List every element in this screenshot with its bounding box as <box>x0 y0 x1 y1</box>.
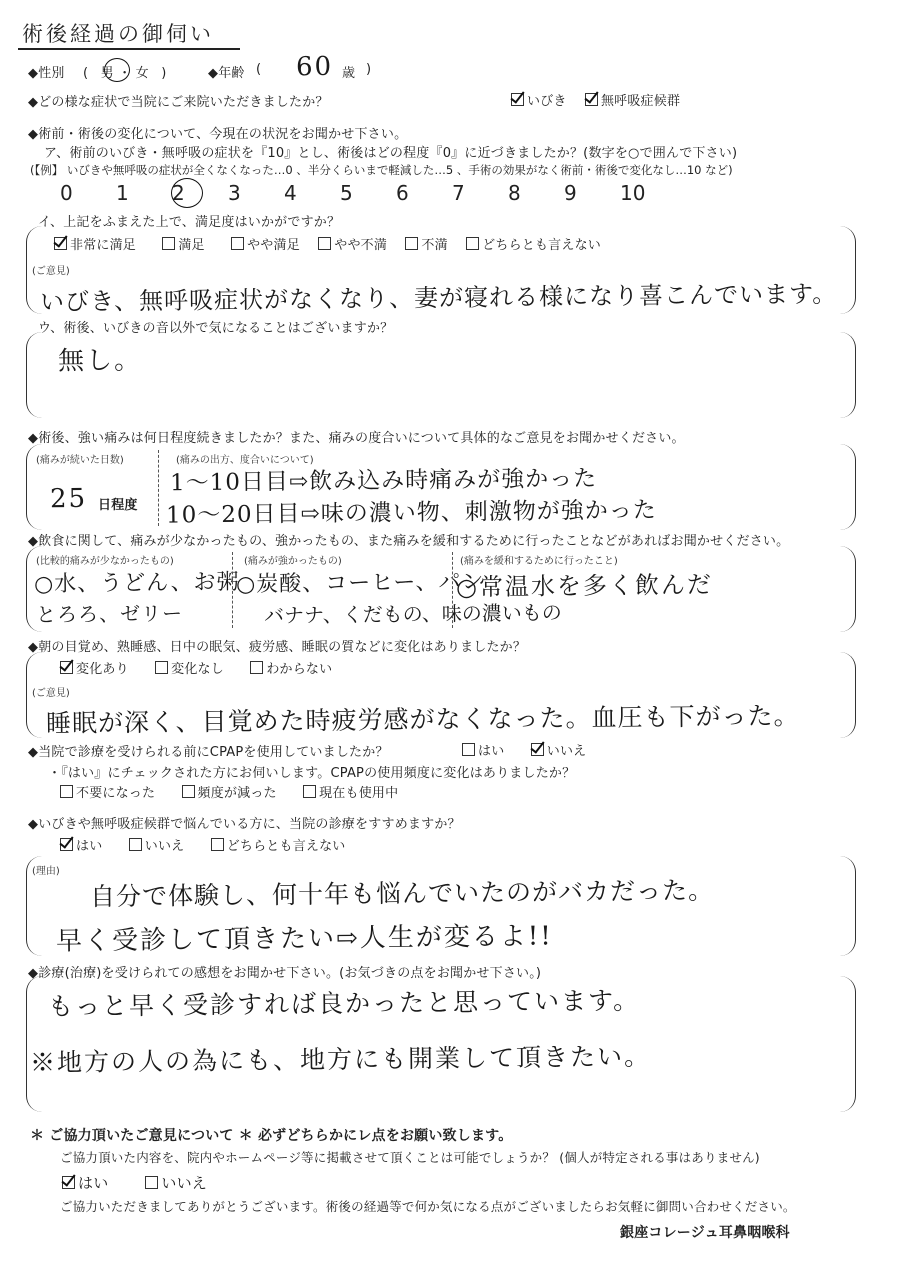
checkbox-icon <box>405 237 418 250</box>
scale-10[interactable]: 10 <box>620 181 646 205</box>
q-change-a-text: ア、術前のいびき・無呼吸の症状を『10』とし、術後はどの程度『0』に近づきましたか？(数字を○で囲んで下さい) <box>44 146 738 161</box>
symptom-options <box>511 90 680 109</box>
pain-divider <box>158 450 159 526</box>
pain-days-unit: 日程度 <box>98 498 138 513</box>
scale-2[interactable]: 2 <box>172 181 185 205</box>
q-change-example: (【例】 いびきや無呼吸の症状が全くなくなった…0 、半分くらいまで軽減した…5 、手術の効果がなく術前・術後で変化なし…10 など) <box>30 163 733 177</box>
satisfaction-option-somewhat-satisfied[interactable]: やや満足 <box>231 238 300 253</box>
q-symptom-text: ◆どの様な症状で当院にご来院いただきましたか？ <box>28 95 329 110</box>
satisfaction-option-neither[interactable]: どちらとも言えない <box>466 238 601 253</box>
q-sleep-text: ◆朝の目覚め、熟睡感、日中の眠気、疲労感、睡眠の質などに変化はありましたか？ <box>28 640 527 655</box>
clinic-name: 銀座コレージュ耳鼻咽喉科 <box>620 1225 790 1241</box>
recommend-options <box>60 835 346 854</box>
food-col1-line1[interactable]: ○水、うどん、お粥 <box>33 569 240 598</box>
satisfaction-opinion-label: (ご意見) <box>32 266 70 277</box>
age-label: ◆年齢 <box>208 66 245 81</box>
checkbox-icon <box>62 1176 75 1189</box>
pain-days-value[interactable]: 25 <box>49 483 88 515</box>
gender-sep: ・ <box>118 66 132 81</box>
food-divider-2 <box>452 552 453 628</box>
page-title: 術後経過の御伺い <box>22 22 214 46</box>
cpap-options <box>462 740 586 759</box>
sleep-opinion-label: (ご意見) <box>32 688 70 699</box>
q-satisfaction-text: イ、上記をふまえた上で、満足度はいかがですか？ <box>38 215 341 230</box>
food-divider-1 <box>232 552 233 628</box>
q-food-text: ◆飲食に関して、痛みが少なかったもの、強かったもの、また痛みを緩和するために行ったことなどがあればお聞かせください。 <box>28 534 790 549</box>
recommend-reason-label: (理由) <box>32 866 60 877</box>
footer-option-yes[interactable]: はい <box>62 1174 108 1192</box>
sleep-option-no-change[interactable]: 変化なし <box>155 662 224 677</box>
food-col2-line1[interactable]: ○炭酸、コーヒー、パン <box>235 569 485 598</box>
pain-degree-label: (痛みの出方、度合いについて) <box>176 455 314 466</box>
gender-male[interactable]: 男 <box>100 66 114 81</box>
food-col1-line2[interactable]: とろろ、ゼリー <box>35 601 184 627</box>
checkbox-icon <box>303 785 316 798</box>
scale-5[interactable]: 5 <box>340 181 353 205</box>
cpap-sub-option-unneeded[interactable]: 不要になった <box>60 786 155 801</box>
checkbox-icon <box>60 838 73 851</box>
scale-9[interactable]: 9 <box>564 181 577 205</box>
checkbox-icon <box>182 785 195 798</box>
recommend-reason-line2[interactable]: 早く受診して頂きたい⇨人生が変るよ!! <box>55 921 553 957</box>
footer-option-no[interactable]: いいえ <box>145 1174 207 1192</box>
scale-4[interactable]: 4 <box>284 181 297 205</box>
recommend-reason-line1[interactable]: 自分で体験し、何十年も悩んでいたのがバカだった。 <box>89 875 715 912</box>
recommend-option-neither[interactable]: どちらとも言えない <box>211 839 346 854</box>
impression-line2[interactable]: ※地方の人の為にも、地方にも開業して頂きたい。 <box>29 1041 652 1078</box>
gender-row: ◆性別 ( 男 ・ 女 ) <box>28 66 167 81</box>
footer-permission-text: ご協力頂いた内容を、院内やホームページ等に掲載させて頂くことは可能でしょうか？ (個人が特定される事はありません) <box>60 1150 760 1165</box>
checkbox-icon <box>585 93 598 106</box>
pain-degree-line2[interactable]: 10〜20日目⇨味の濃い物、刺激物が強かった <box>165 497 657 529</box>
scale-6[interactable]: 6 <box>396 181 409 205</box>
food-col2-label: (痛みが強かったもの) <box>244 556 342 567</box>
pain-degree-line1[interactable]: 1〜10日目⇨飲み込み時痛みが強かった <box>169 465 598 497</box>
sleep-options <box>60 658 332 677</box>
symptom-option-apnea[interactable]: 無呼吸症候群 <box>585 94 680 109</box>
cpap-option-no[interactable]: いいえ <box>531 744 587 759</box>
satisfaction-option-unsatisfied[interactable]: 不満 <box>405 238 447 253</box>
age-value[interactable]: 60 <box>295 51 334 83</box>
scale-0[interactable]: 0 <box>60 181 73 205</box>
symptom-scale <box>60 181 676 205</box>
footer-note-heading: ＊ ご協力頂いたご意見について ＊ 必ずどちらかにレ点をお願い致します。 <box>30 1128 513 1144</box>
satisfaction-options <box>54 234 601 253</box>
cpap-option-yes[interactable]: はい <box>462 744 504 759</box>
scale-selected-circle <box>171 178 203 208</box>
title-underline <box>18 48 240 50</box>
q-impression-text: ◆診療(治療)を受けられての感想をお聞かせ下さい。(お気づきの点をお聞かせ下さい。) <box>28 966 542 981</box>
food-col3-label: (痛みを緩和するために行ったこと) <box>460 556 618 567</box>
gender-female[interactable]: 女 <box>135 66 149 81</box>
impression-line1[interactable]: もっと早く受診すれば良かったと思っています。 <box>47 985 641 1022</box>
cpap-sub-option-still-using[interactable]: 現在も使用中 <box>303 786 398 801</box>
other-answer[interactable]: 無し。 <box>57 345 143 377</box>
food-col3-line1[interactable]: ○常温水を多く飲んだ <box>455 570 714 602</box>
checkbox-icon <box>54 237 67 250</box>
recommend-option-yes[interactable]: はい <box>60 839 102 854</box>
age-unit: 歳 <box>342 66 356 81</box>
checkbox-icon <box>462 743 475 756</box>
checkbox-icon <box>250 661 263 674</box>
q-cpap-text: ◆当院で診療を受けられる前にCPAPを使用していましたか？ <box>28 745 389 760</box>
pain-days-label: (痛みが続いた日数) <box>36 455 124 466</box>
cpap-sub-option-reduced[interactable]: 頻度が減った <box>182 786 277 801</box>
checkbox-icon <box>511 93 524 106</box>
checkbox-icon <box>466 237 479 250</box>
checkbox-icon <box>155 661 168 674</box>
sleep-option-changed[interactable]: 変化あり <box>60 662 129 677</box>
satisfaction-option-somewhat-unsatisfied[interactable]: やや不満 <box>318 238 387 253</box>
food-col2-line2[interactable]: バナナ、くだもの、味の濃いもの <box>263 600 562 628</box>
q-pain-text: ◆術後、強い痛みは何日程度続きましたか？また、痛みの度合いについて具体的なご意見をお聞かせください。 <box>28 431 685 446</box>
gender-circle <box>104 58 130 82</box>
satisfaction-option-satisfied[interactable]: 満足 <box>162 238 204 253</box>
checkbox-icon <box>531 743 544 756</box>
sleep-opinion[interactable]: 睡眠が深く、目覚めた時疲労感がなくなった。血圧も下がった。 <box>45 701 800 738</box>
checkbox-icon <box>231 237 244 250</box>
other-box <box>26 332 856 418</box>
q-change-text: ◆術前・術後の変化について、今現在の状況をお聞かせ下さい。 <box>28 127 408 142</box>
scale-8[interactable]: 8 <box>508 181 521 205</box>
symptom-option-snoring[interactable]: いびき <box>511 94 567 109</box>
satisfaction-opinion[interactable]: いびき、無呼吸症状がなくなり、妻が寝れる様になり喜こんでいます。 <box>39 279 838 317</box>
recommend-option-no[interactable]: いいえ <box>129 839 185 854</box>
checkbox-icon <box>211 838 224 851</box>
q-other-text: ウ、術後、いびきの音以外で気になることはございますか？ <box>38 321 394 336</box>
scale-7[interactable]: 7 <box>452 181 465 205</box>
scale-3[interactable]: 3 <box>228 181 241 205</box>
q-cpap-sub-text: ・『はい』にチェックされた方にお伺いします。CPAPの使用頻度に変化はありましたか？ <box>48 766 576 781</box>
checkbox-icon <box>129 838 142 851</box>
checkbox-icon <box>318 237 331 250</box>
q-recommend-text: ◆いびきや無呼吸症候群で悩んでいる方に、当院の診療をすすめますか？ <box>28 817 461 832</box>
sleep-option-unknown[interactable]: わからない <box>250 662 332 677</box>
footer-thanks: ご協力いただきましてありがとうございます。術後の経過等で何か気になる点がございましたらお気軽に御問い合わせください。 <box>60 1199 796 1214</box>
checkbox-icon <box>145 1176 158 1189</box>
checkbox-icon <box>60 661 73 674</box>
footer-options <box>62 1172 207 1193</box>
satisfaction-option-very-satisfied[interactable]: 非常に満足 <box>54 238 136 253</box>
gender-label: ◆性別 <box>28 66 65 81</box>
checkbox-icon <box>162 237 175 250</box>
cpap-sub-options <box>60 782 398 801</box>
food-col1-label: (比較的痛みが少なかったもの) <box>36 556 174 567</box>
checkbox-icon <box>60 785 73 798</box>
scale-1[interactable]: 1 <box>116 181 129 205</box>
